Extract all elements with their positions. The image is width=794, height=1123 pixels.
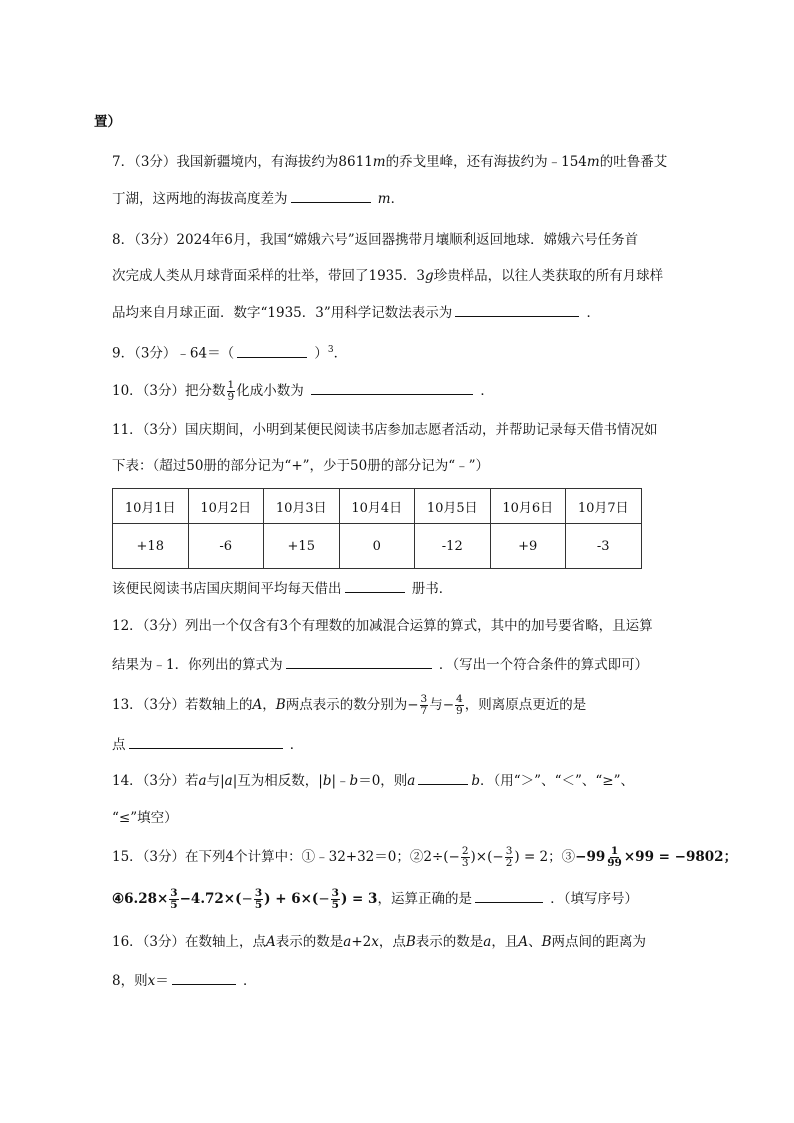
answer-blank-q12[interactable] <box>286 654 432 669</box>
question-11-line-3: 该便民阅读书店国庆期间平均每天借出 册书． <box>112 578 452 599</box>
fraction: $\frac{3}{5}$ <box>170 887 178 911</box>
table-cell: +9 <box>490 524 566 569</box>
table-header-row <box>113 489 642 524</box>
question-12-line-1: 12．（3分）列出一个仅含有3个有理数的加减混合运算的算式，其中的加号要省略，且运算 <box>112 618 653 634</box>
question-7-line-2: 丁湖，这两地的海拔高度差为 m． <box>112 188 404 209</box>
borrow-table <box>112 488 642 569</box>
fraction: $\frac{3}{5}$ <box>254 887 263 911</box>
answer-blank-q14[interactable] <box>418 770 468 785</box>
question-9: 9．（3分）﹣64＝（ ）$^3$． <box>112 340 347 364</box>
answer-blank-q9[interactable] <box>237 343 307 358</box>
question-11-line-1: 11．（3分）国庆期间，小明到某便民阅读书店参加志愿者活动，并帮助记录每天借书情况如 <box>112 422 658 438</box>
table-header-cell: 10月5日 <box>415 489 491 524</box>
table-header-cell: 10月1日 <box>113 489 189 524</box>
question-8-line-1: 8．（3分）2024年6月，我国“嫦娥六号”返回器携带月壤顺利返回地球．嫦娥六号任务首 <box>112 232 639 248</box>
fraction: $\frac{1}{9}$ <box>227 379 235 403</box>
answer-blank-q11[interactable] <box>345 578 405 593</box>
question-12-line-2: 结果为﹣1．你列出的算式为 ．（写出一个符合条件的算式即可） <box>112 654 648 675</box>
table-cell: +15 <box>264 524 340 569</box>
question-15-line-1: 15．（3分）在下列4个计算中：①﹣32+32＝0；②2÷(− $\frac{2}{3}$ )×(− $\frac{3}{2}$ ) = 2；③−99 $\frac{1}{99}$ ×99 = −9802； <box>112 845 738 869</box>
fraction: $\frac{4}{9}$ <box>456 693 463 717</box>
question-14-line-1: 14．（3分）若a与|a|互为相反数，|b|﹣b＝0，则a b．（用“＞”、“＜”、“≥”、 <box>112 770 634 791</box>
table-header-cell: 10月7日 <box>566 489 642 524</box>
table-header-cell: 10月3日 <box>264 489 340 524</box>
question-10: 10．（3分）把分数 $\frac{1}{9}$ 化成小数为 ． <box>112 379 494 403</box>
question-8-line-2: 次完成人类从月球背面采样的壮举，带回了1935．3g珍贵样品，以往人类获取的所有月球样 <box>112 268 664 284</box>
header-fragment: 置） <box>94 114 121 130</box>
question-13-line-1: 13．（3分）若数轴上的A，B两点表示的数分别为− $\frac{3}{7}$ 与− $\frac{4}{9}$ ，则离原点更近的是 <box>112 693 587 717</box>
answer-blank-q7[interactable] <box>291 188 371 203</box>
table-cell: -12 <box>415 524 491 569</box>
answer-blank-q16[interactable] <box>172 970 236 985</box>
question-7-line-1: 7．（3分）我国新疆境内，有海拔约为8611m的乔戈里峰，还有海拔约为﹣154m的吐鲁番艾 <box>112 154 668 170</box>
table-header-cell: 10月4日 <box>339 489 415 524</box>
table-cell: 0 <box>339 524 415 569</box>
answer-blank-q10[interactable] <box>311 380 473 395</box>
fraction: $\frac{3}{2}$ <box>505 845 513 869</box>
question-16-line-1: 16．（3分）在数轴上，点A表示的数是a+2x，点B表示的数是a，且A、B两点间的距离为 <box>112 934 647 950</box>
table-cell: +18 <box>113 524 189 569</box>
question-14-line-2: “≤”填空） <box>112 810 178 826</box>
fraction: $\frac{1}{99}$ <box>607 845 622 869</box>
table-header-cell: 10月6日 <box>490 489 566 524</box>
table-row <box>113 524 642 569</box>
fraction: $\frac{3}{5}$ <box>331 887 339 911</box>
question-11-line-2: 下表：（超过50册的部分记为“+”，少于50册的部分记为“﹣”） <box>112 458 490 474</box>
table-cell: -3 <box>566 524 642 569</box>
answer-blank-q15[interactable] <box>475 888 543 903</box>
fraction: $\frac{2}{3}$ <box>461 845 469 869</box>
question-8-line-3: 品均来自月球正面．数字“1935．3”用科学记数法表示为 ． <box>112 302 600 323</box>
table-header-cell: 10月2日 <box>188 489 264 524</box>
table-cell: -6 <box>188 524 264 569</box>
fraction: $\frac{3}{7}$ <box>420 693 428 717</box>
question-16-line-2: 8，则x＝ ． <box>112 970 257 991</box>
question-13-line-2: 点 ． <box>112 734 303 755</box>
answer-blank-q8[interactable] <box>455 302 579 317</box>
question-15-line-2: ④6.28× $\frac{3}{5}$ −4.72×(− $\frac{3}{5}$ ) + 6×(− $\frac{3}{5}$ ) = 3，运算正确的是 ．（填写序号） <box>112 887 638 911</box>
answer-blank-q13[interactable] <box>129 734 283 749</box>
